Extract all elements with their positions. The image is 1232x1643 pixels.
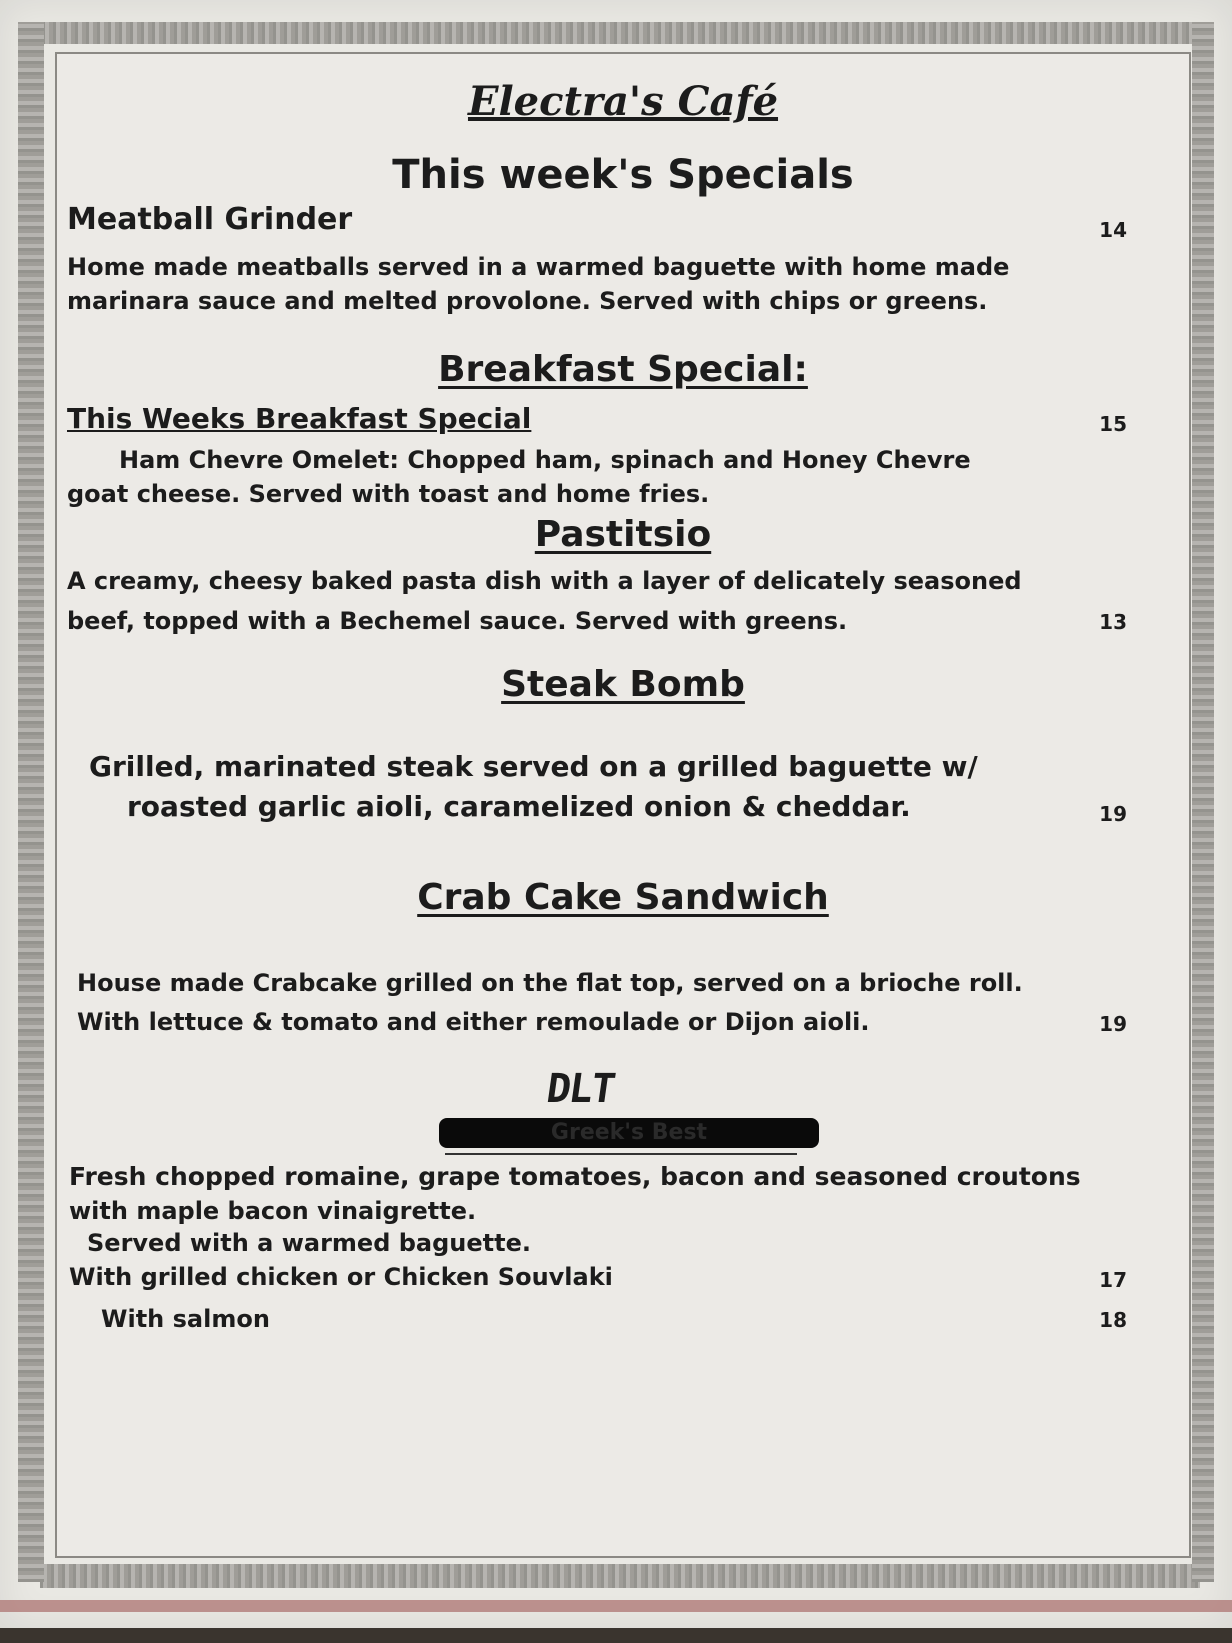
meatball-desc-2: marinara sauce and melted provolone. Served with chips or greens. [67,287,988,315]
crab-desc-2: With lettuce & tomato and either remoulade or Dijon aioli. [77,1008,870,1036]
dlt-handwritten-title: DLT [543,1066,617,1112]
bottom-border-strip [40,1564,1200,1588]
steak-desc-2: roasted garlic aioli, caramelized onion & cheddar. [127,790,911,823]
dlt-option-salmon-price: 18 [1099,1308,1127,1332]
dlt-desc-3: Served with a warmed baguette. [87,1229,531,1257]
right-border-strip [1192,22,1214,1582]
pastitsio-desc-2: beef, topped with a Bechemel sauce. Served with greens. [67,607,848,635]
dlt-desc-2: with maple bacon vinaigrette. [69,1197,477,1225]
dlt-option-salmon: With salmon [101,1305,270,1333]
pastitsio-price: 13 [1099,610,1127,634]
left-border-strip [18,22,44,1582]
crab-desc-1: House made Crabcake grilled on the flat top, served on a brioche roll. [77,969,1023,997]
breakfast-name: This Weeks Breakfast Special [67,402,532,435]
menu-panel [55,52,1191,1558]
top-border-strip [20,22,1200,44]
steak-title: Steak Bomb [501,664,745,705]
dlt-option-chicken-price: 17 [1099,1268,1127,1292]
cafe-name: Electra's Café [467,78,779,125]
breakfast-section-title: Breakfast Special: [438,349,808,390]
steak-price: 19 [1099,802,1127,826]
meatball-desc-1: Home made meatballs served in a warmed baguette with home made [67,253,1010,281]
redacted-underline [445,1153,797,1155]
steak-desc-1: Grilled, marinated steak served on a grilled baguette w/ [89,750,978,783]
meatball-price: 14 [1099,218,1127,242]
crab-price: 19 [1099,1012,1127,1036]
breakfast-desc-1: Ham Chevre Omelet: Chopped ham, spinach and Honey Chevre [119,446,971,474]
page-title: This week's Specials [392,152,854,198]
dlt-desc-1: Fresh chopped romaine, grape tomatoes, bacon and seasoned croutons [69,1162,1081,1191]
crab-title: Crab Cake Sandwich [417,877,829,918]
breakfast-desc-2: goat cheese. Served with toast and home fries. [67,480,710,508]
dlt-option-chicken: With grilled chicken or Chicken Souvlaki [69,1263,613,1291]
pastitsio-title: Pastitsio [534,514,712,555]
red-edge [0,1600,1232,1612]
pastitsio-desc-1: A creamy, cheesy baked pasta dish with a layer of delicately seasoned [67,567,1022,595]
breakfast-price: 15 [1099,412,1127,436]
meatball-name: Meatball Grinder [67,202,353,237]
redacted-title: Greek's Best [439,1118,819,1148]
